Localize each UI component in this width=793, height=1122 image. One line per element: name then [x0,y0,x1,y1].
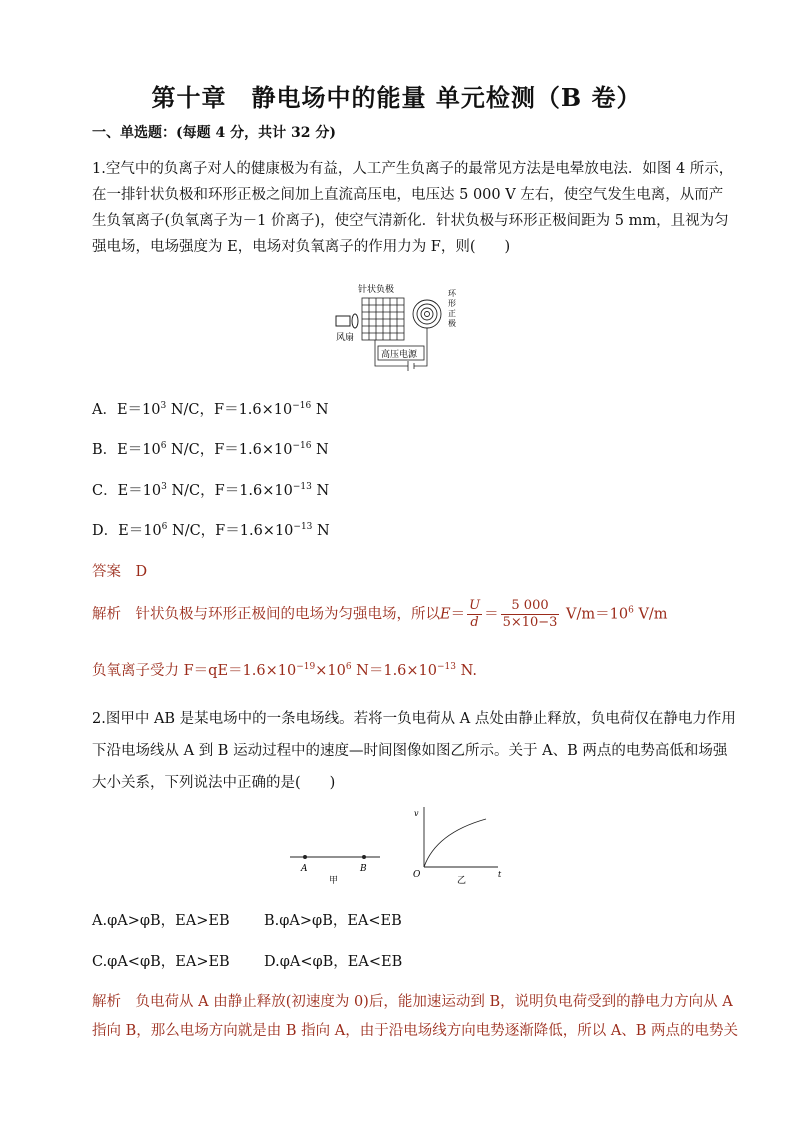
q1-analysis: 解析 针状负极与环形正极间的电场为匀强电场，所以E＝ $\frac{U}{d}$ ＝ $\frac{5 000}{5\times 10-3}$ $V/m=10^6$ V/m [92,598,668,630]
q1-stem-line-3: 生负氧离子(负氧离子为－1 价离子)，使空气清新化．针状负极与环形正极间距为 5 mm，且视为匀 [92,213,729,229]
ring-anode-icon [413,300,441,328]
q1-stem-line-1: 1.空气中的负离子对人的健康极为有益，人工产生负离子的最常见方法是电晕放电法．如图 4 所示， [92,161,734,177]
svg-text:形: 形 [448,299,456,308]
q1-figure [330,282,465,374]
q1-stem-line-4: 强电场，电场强度为 E，电场对负氧离子的作用力为 F，则( ) [92,239,511,255]
q1-option-d: D．$E=10^6$ N/C，$F=1.6\times 10^{-13}$ N [92,522,330,539]
page-title: 第十章 静电场中的能量 单元检测（B 卷） [151,83,642,112]
q2-option-a: A.φA>φB，EA>EB [92,913,230,929]
q2-stem-line-3: 大小关系，下列说法中正确的是( ) [92,775,336,791]
q2-option-c: C.φA<φB，EA>EB [92,954,230,970]
q1-stem-line-2: 在一排针状负极和环形正极之间加上直流高压电，电压达 5 000 V 左右，使空气发生电离，从而产 [92,187,724,203]
q2-option-b: B.φA>φB，EA<EB [264,913,402,929]
origin-label: O [413,870,421,880]
q1-option-c: C．$E=10^3$ N/C，$F=1.6\times 10^{-13}$ N [92,482,330,499]
svg-text:极: 极 [448,319,456,328]
field-line-ab [290,855,380,859]
power-label: 高压电源 [381,350,418,360]
section-heading: 一、单选题：(每题 4 分，共计 32 分) [92,125,336,141]
vt-graph [424,807,498,867]
q1-option-a: A．$E=10^3$ N/C，$F=1.6\times 10^{-16}$ N [92,401,329,418]
q2-option-d: D.φA<φB，EA<EB [264,954,403,970]
q1-force-line: 负氧离子受力 $F=qE=1.6\times 10^{-19}\times 10^6$ $N=1.6\times 10^{-13}$ N. [92,662,477,679]
point-a-label: A [301,864,308,874]
svg-text:正: 正 [448,309,456,318]
svg-text:环: 环 [448,289,456,298]
q1-option-b: B．$E=10^6$ N/C，$F=1.6\times 10^{-16}$ N [92,441,329,458]
axis-t-label: t [498,870,502,879]
point-b-label: B [360,864,367,874]
axis-v-label: v [414,809,419,818]
q2-figure [286,805,506,885]
q2-analysis-line-1: 解析 负电荷从 A 由静止释放(初速度为 0)后，能加速运动到 B，说明负电荷受到的静电力方向从 A [92,994,733,1010]
figure-yi-label: 乙 [457,876,467,885]
q2-stem-line-1: 2.图甲中 AB 是某电场中的一条电场线。若将一负电荷从 A 点处由静止释放，负电荷仅在静电力作用 [92,711,736,727]
q1-answer: 答案 D [92,564,148,580]
figure-jia-label: 甲 [329,876,339,885]
q2-analysis-line-2: 指向 B，那么电场方向就是由 B 指向 A，由于沿电场线方向电势逐渐降低，所以 A、B 两点的电势关 [92,1023,739,1039]
ring-label [448,289,457,328]
fan-label: 风扇 [336,333,355,343]
fan-icon [336,314,358,328]
needle-grid-icon [362,298,404,340]
needle-label: 针状负极 [358,285,395,295]
q2-stem-line-2: 下沿电场线从 A 到 B 运动过程中的速度—时间图像如图乙所示。关于 A、B 两点的电势高低和场强 [92,743,728,759]
